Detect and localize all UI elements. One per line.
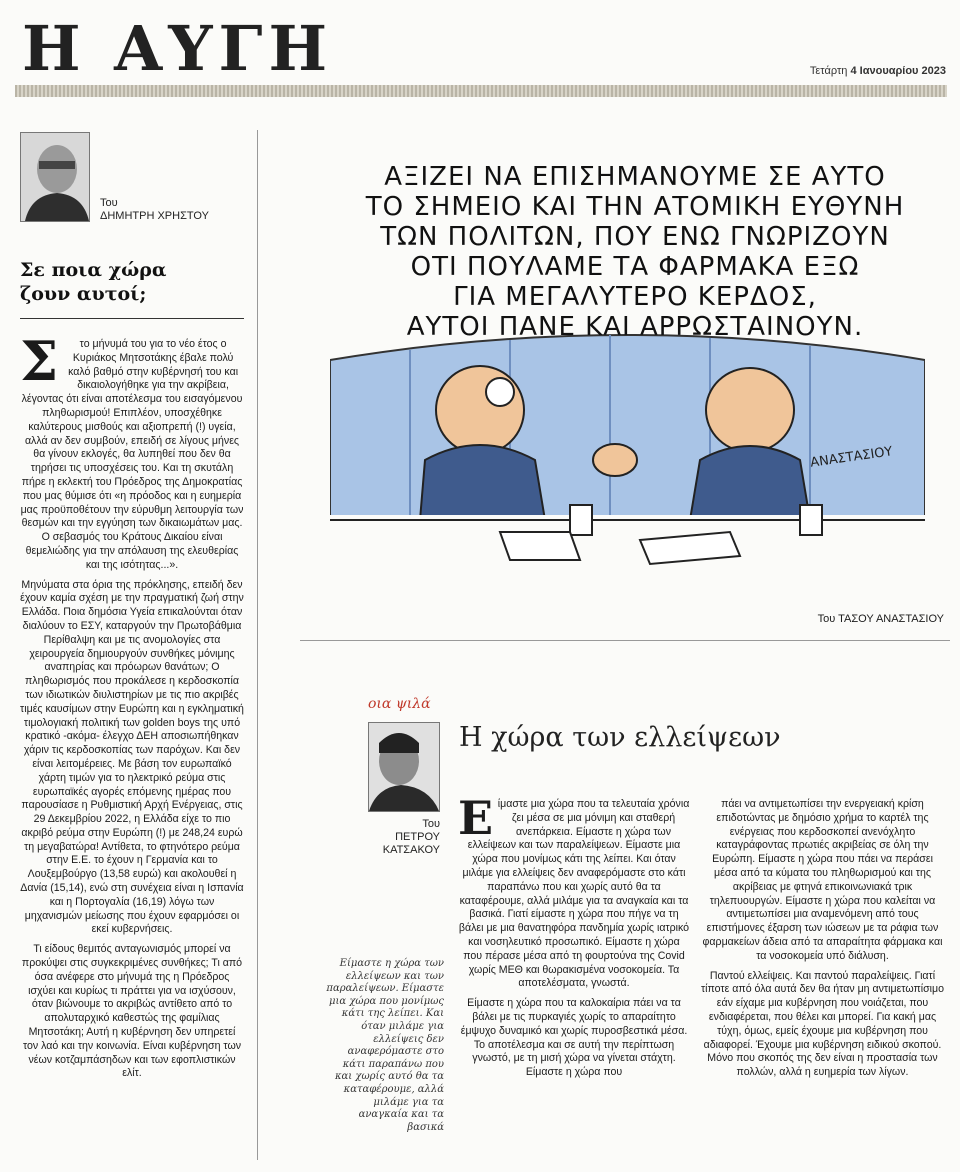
paragraph: Μηνύματα στα όρια της πρόκλησης, επειδή δεν έχουν καμία σχέση με την πραγματική ζωή στην Ελλάδα. Ποια δημόσια Υγεία επικαλούνται όταν διαλύουν το ΕΣΥ, καταργούν την Πρωτοβάθμια Περίθαλψη και με τις ανομολογίες στα χειρουργεία δημιουργούν συνθήκες μόνιμης αναπηρίας και πρόωρων θανάτων; Ο πληθωρισμός που προκάλεσε η κερδοσκοπία των ιδιωτικών διυλιστηρίων με τις πιο ακριβές τιμές καυσίμων στην Ευρώπη και η εγκληματική τιμολογιακή πολιτική των golden boys της υπό κρατικό -ακόμα- έλεγχο ΔΕΗ αποσιωπήθηκαν χάριν τις κερδοσκοπίας των παρόχων. Και δεν είναι λειτομέρειες. Με βάση τον ευρωπαϊκό χάρτη τιμών για το ηλεκτρικό ρεύμα στις ευρωπαϊκές αγορές επόμενης ημέρας που παρουσίασε η Ρυθμιστική Αρχή Ενέργειας, στις 29 Δεκεμβρίου 2022, η Ελλάδα είχε το πιο ακριβό ρεύμα στην Ευρώπη (!) με 248,24 ευρώ τη μεγαβατώρα! Αντίθετα, το φτηνότερο ρεύμα στην Ε.Ε. το έχουν η Γερμανία και το Λουξεμβούργο (13,58 ευρώ) και ακολουθεί η Δανία (15,14), ενώ στη συνέχεια είναι η Ισπανία και η Πορτογαλία (16,19) λόγω των μηχανισμών μείωσης που έχουν εφαρμόσει οι εκεί κυβερνήσεις. <box>20 578 244 936</box>
masthead: Η ΑΥΓΗ <box>22 12 334 85</box>
pull-quote: Είμαστε η χώρα των ελλείψεων και των παραλείψεων. Είμαστε μια χώρα που μονίμως κάτι της λείπει. Και όταν μιλάμε για ελλείψεις δεν αναφερόμαστε στο κάτι παραπάνω που και χωρίς αυτό θα τα καταφέρουμε, αλλά μιλάμε για τα αναγκαία και τα βασικά <box>326 958 444 1133</box>
cartoonist-signature: ΑΝΑΣΤΑΣΙΟΥ <box>809 444 894 471</box>
section-label: οια ψιλά <box>368 696 431 712</box>
article-headline: Σε ποια χώρα ζουν αυτοί; <box>20 259 167 305</box>
paragraph <box>458 791 690 991</box>
date-value: 4 Ιανουαρίου 2023 <box>850 65 946 77</box>
cartoon-credit <box>818 613 944 625</box>
speech-line: ΤΩΝ ΠΟΛΙΤΩΝ, ΠΟΥ ΕΝΩ ΓΝΩΡΙΖΟΥΝ <box>380 222 890 252</box>
paragraph-text: το μήνυμά του για το νέο έτος ο Κυριάκος Μητσοτάκης έβαλε πολύ καλό βαθμό στην κυβέρνησή του και δικαιολογήθηκε για την ακρίβεια, λέγοντας ότι είναι αποτέλεσμα του εισαγόμενου πληθωρισμού! Επιπλέον, υποσχέθηκε καλύτερους μισθούς και αξιοπρεπή (!) υγεία, αλλά αν δεν συμβούν, επειδή σε λίγους μήνες θα γίνουν εκλογές, θα λυπηθεί που δεν θα τηρήσει τις υποσχέσεις του. Και τη σκυτάλη πήρε η εκλεκτή του Πρόεδρος της Δημοκρατίας που μας θύμισε ότι «η πρόοδος και η ευημερία μας προϋποθέτουν την εύρυθμη λειτουργία των θεσμών και την εγγύηση των δικαιωμάτων μας. Ο σεβασμός του Κράτους Δικαίου είναι θεμελιώδης για την απόλαυση της ελευθερίας και της ισότητας...». <box>20 338 244 571</box>
article-body-2a <box>458 791 690 1086</box>
paragraph: Είμαστε η χώρα που τα καλοκαίρια πάει να τα βάλει με τις πυρκαγιές χωρίς το απαραίτητο έμψυχο δυναμικό και χωρίς πυροσβεστικά μέσα. Το αποτέλεσμα και σε αυτή την περίπτωση γνωστό, με τη μισή χώρα να γίνεται στάχτη. Είμαστε η χώρα που <box>460 997 688 1079</box>
cartoon <box>330 160 925 580</box>
article-body-2b <box>700 798 945 1086</box>
masthead-rule <box>15 85 947 97</box>
speech-line: ΟΤΙ ΠΟΥΛΑΜΕ ΤΑ ΦΑΡΜΑΚΑ ΕΞΩ <box>410 252 860 282</box>
paragraph: Παντού ελλείψεις. Και παντού παραλείψεις. Γιατί τίποτε από όλα αυτά δεν θα ήταν μη αντιμετωπίσιμο εάν είχαμε μια κυβέρνηση που νοιάζεται, που ενδιαφέρεται, που θέλει και μπορεί. Για κακή μας τύχη, όμως, εμείς έχουμε μια κυβέρνηση που αδιαφορεί. Έχουμε μια κυβέρνηση ειδικού σκοπού. Μόνο που σκοπός της δεν είναι η προστασία των πολλών, αλλά η ευημερία των λίγων. <box>700 969 944 1079</box>
issue-date <box>810 65 946 77</box>
headline-divider <box>20 318 244 319</box>
speech-text <box>350 162 920 342</box>
speech-line: ΑΞΙΖΕΙ ΝΑ ΕΠΙΣΗΜΑΝΟΥΜΕ ΣΕ ΑΥΤΟ <box>384 162 886 192</box>
author-name-line: ΠΕΤΡΟΥ <box>395 831 440 844</box>
author-photo-2 <box>368 722 440 812</box>
credit-name: ΤΑΣΟΥ ΑΝΑΣΤΑΣΙΟΥ <box>838 613 944 625</box>
author-byline <box>100 197 209 223</box>
author-byline-2 <box>368 818 440 858</box>
column-divider <box>257 130 258 1160</box>
section-divider <box>300 640 950 641</box>
author-photo <box>20 132 90 222</box>
paragraph <box>20 329 244 573</box>
byline-prefix: Του <box>422 818 440 830</box>
speech-line: ΑΥΤΟΙ ΠΑΝΕ ΚΑΙ ΑΡΡΩΣΤΑΙΝΟΥΝ. <box>406 312 864 342</box>
paragraph-text: ίμαστε μια χώρα που τα τελευταία χρόνια ζει μέσα σε μια μόνιμη και σταθερή ανεπάρκεια. Είμαστε η χώρα των ελλείψεων και των παραλείψεων. Είμαστε μια χώρα που μονίμως κάτι της λείπει. Και όταν μιλάμε για ελλείψεις δεν αναφερόμαστε στο κάτι παραπάνω που και χωρίς αυτό θα τα καταφέρουμε, αλλά μιλάμε για τα αναγκαία και τα βασικά. Γιατί είμαστε η χώρα που πήγε να τη βάλει με μια θανατηφόρα πανδημία χωρίς ιατρικό και νοσηλευτικό προσωπικό. Είμαστε η χώρα που πέρασε μέσα από τη φουρτούνα της Covid χωρίς ΜΕΘ και θωρακισμένα νοσοκομεία. Τα αποτελέσματα, γνωστά. <box>458 798 690 990</box>
speech-line: ΤΟ ΣΗΜΕΙΟ ΚΑΙ ΤΗΝ ΑΤΟΜΙΚΗ ΕΥΘΥΝΗ <box>365 192 905 222</box>
credit-prefix: Του <box>817 613 836 625</box>
article-headline-2: Η χώρα των ελλείψεων <box>459 722 781 753</box>
drop-cap: Σ <box>20 329 59 393</box>
drop-cap: Ε <box>458 791 494 845</box>
article-body <box>20 329 244 1087</box>
weekday: Τετάρτη <box>809 65 848 77</box>
paragraph: πάει να αντιμετωπίσει την ενεργειακή κρίση επιδοτώντας με δημόσιο χρήμα το καρτέλ της ενέργειας που κερδοσκοπεί ανενόχλητο καταγράφοντας πρωτιές ακριβείας σε όλη την Ευρώπη. Είμαστε η χώρα που πάει να περάσει μέσα από τα κύματα του πληθωρισμού και της ακρίβειας με φτηνά επικοινωνιακά τρικ τηλεπυουργών. Είμαστε η χώρα που καλείται να αντιμετωπίσει μια αναμενόμενη από τους επιστήμονες έξαρση των ιώσεων με τα ράφια των φαρμακείων άδεια από τα απαραίτητα φάρμακα και τα νοσοκομεία υπό διάλυση. <box>702 798 943 962</box>
byline-prefix: Του <box>100 197 118 209</box>
speech-line: ΓΙΑ ΜΕΓΑΛΥΤΕΡΟ ΚΕΡΔΟΣ, <box>453 282 817 312</box>
paragraph: Τι είδους θεμιτός ανταγωνισμός μπορεί να προκύψει στις συγκεκριμένες συνθήκες; Τι από όσα ανέφερε στο μήνυμά της η Πρόεδρος ισχύει και κυρίως τι πράττει για να ισχύσουν, όταν βιώνουμε το ακριβώς αντίθετο από το απολυταρχικό καθεστώς της φαμίλιας Μητσοτάκη; Αυτή η κυβέρνηση δεν υπηρετεί τον λαό και την κοινωνία. Είναι κυβέρνηση των νέων κοτζαμπάσηδων και των εφοπλιστικών ελίτ. <box>21 943 243 1080</box>
author-name-line: ΚΑΤΣΑΚΟΥ <box>382 844 440 857</box>
author-name: ΔΗΜΗΤΡΗ ΧΡΗΣΤΟΥ <box>100 210 209 223</box>
